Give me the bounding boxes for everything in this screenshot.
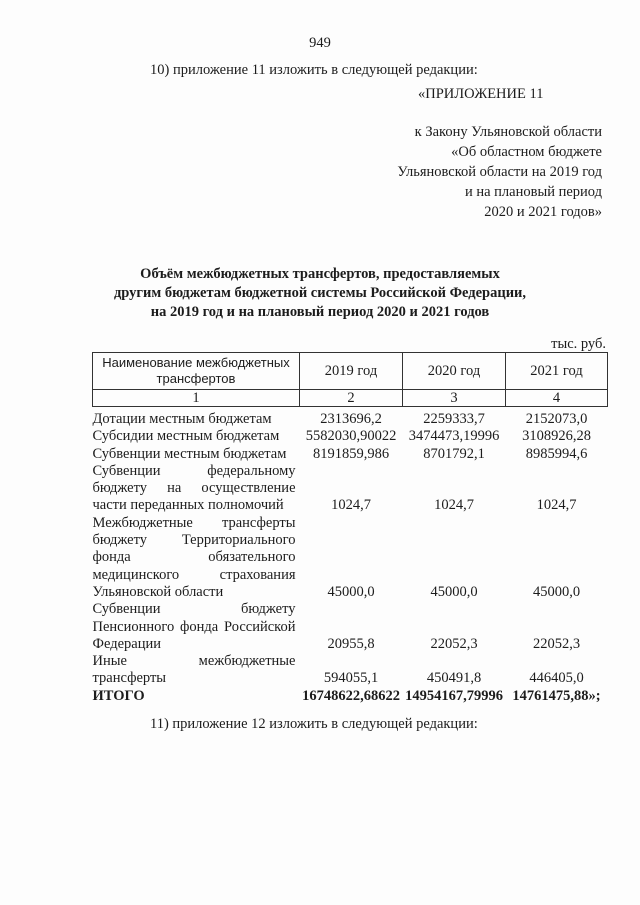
transfers-table [92, 352, 608, 705]
law-reference-line: Ульяновской области на 2019 год [397, 164, 602, 180]
header-2020: 2020 год [403, 353, 506, 390]
table-row [93, 463, 608, 515]
row-name: Субвенции бюджету Пенсионного фонда Российской Федерации [92, 601, 296, 652]
row-name: Дотации местным бюджетам [92, 411, 272, 427]
value-2021: 446405,0 [529, 670, 584, 687]
row-name: Субвенции федеральному бюджету на осуществление части переданных полномочий [92, 462, 296, 514]
value-2021: 2152073,0 [525, 411, 588, 427]
table-title-line: другим бюджетам бюджетной системы Российской Федерации, [113, 285, 527, 301]
column-number: 3 [403, 390, 506, 407]
value-2019: 1024,7 [331, 497, 371, 514]
table-row [93, 653, 608, 688]
value-2020: 2259333,7 [423, 411, 485, 427]
value-2019: 2313696,2 [320, 411, 382, 427]
value-2020: 3474473,19996 [408, 428, 500, 445]
value-2020: 22052,3 [430, 635, 478, 652]
table-title-line: Объём межбюджетных трансфертов, предоставляемых [140, 266, 500, 282]
value-2019: 594055,1 [323, 670, 379, 687]
unit-label: тыс. руб. [551, 336, 606, 352]
amendment-11-text: 11) приложение 12 изложить в следующей редакции: [150, 716, 478, 732]
value-2020: 8701792,1 [423, 445, 485, 462]
amendment-10-text: 10) приложение 11 изложить в следующей редакции: [150, 62, 478, 78]
column-number: 1 [93, 390, 300, 407]
value-2020: 1024,7 [434, 497, 474, 514]
value-2019: 5582030,90022 [305, 428, 397, 445]
value-2020: 450491,8 [426, 670, 482, 687]
value-2019: 8191859,986 [312, 445, 390, 462]
row-name: Иные межбюджетные трансферты [92, 653, 296, 687]
total-2019: 16748622,68622 [302, 687, 400, 704]
law-reference [380, 122, 602, 222]
page-number: 949 [309, 35, 331, 51]
total-2020: 14954167,79996 [405, 687, 503, 704]
value-2020: 45000,0 [430, 583, 478, 600]
total-row [93, 688, 608, 705]
row-name: Субвенции местным бюджетам [92, 445, 287, 462]
table-title-line: на 2019 год и на плановый период 2020 и 2021 годов [150, 304, 490, 320]
law-reference-line: к Закону Ульяновской области [414, 124, 602, 140]
table-row [93, 428, 608, 445]
header-2019: 2019 год [300, 353, 403, 390]
row-name: Субсидии местным бюджетам [92, 428, 280, 445]
header-2021: 2021 год [506, 353, 608, 390]
value-2021: 22052,3 [532, 635, 581, 652]
law-reference-line: 2020 и 2021 годов» [484, 204, 602, 220]
table-title [80, 265, 560, 322]
total-2021: 14761475,88»; [512, 687, 601, 704]
column-number-row [93, 390, 608, 407]
value-2021: 3108926,28 [522, 428, 591, 445]
value-2021: 8985994,6 [525, 445, 588, 462]
column-number: 2 [300, 390, 403, 407]
law-reference-line: и на плановый период [464, 184, 602, 200]
value-2021: 1024,7 [536, 497, 577, 514]
table-row [93, 515, 608, 601]
row-name: Межбюджетные трансферты бюджету Территориального фонда обязательного медицинского страхования Ульяновской области [92, 514, 296, 600]
value-2019: 45000,0 [327, 583, 375, 600]
table-row [93, 601, 608, 653]
header-name: Наименование межбюджетных трансфертов [93, 353, 300, 390]
value-2019: 20955,8 [327, 635, 375, 652]
value-2021: 45000,0 [532, 583, 581, 600]
total-label: ИТОГО [92, 687, 145, 704]
appendix-title: «ПРИЛОЖЕНИЕ 11 [418, 86, 544, 102]
law-reference-line: «Об областном бюджете [451, 144, 602, 160]
table-row [93, 446, 608, 463]
table-row [93, 407, 608, 429]
column-number: 4 [506, 390, 608, 407]
table-header-row [93, 353, 608, 390]
